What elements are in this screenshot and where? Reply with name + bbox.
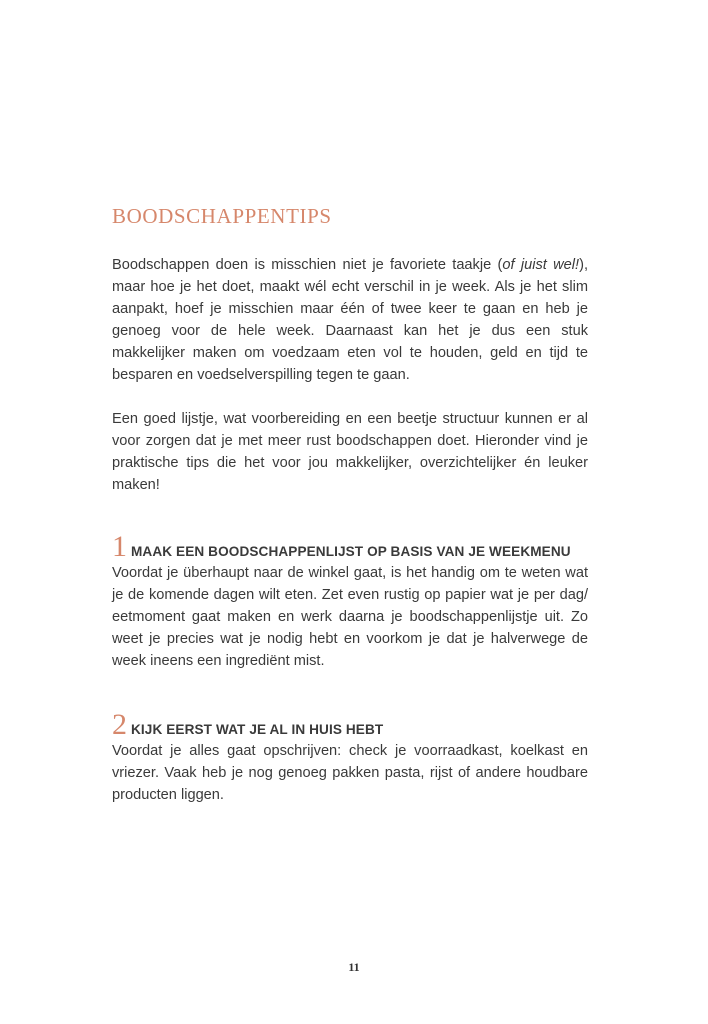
intro-paragraph-2: Een goed lijstje, wat voorbereiding en een beetje structuur kunnen er al voor zorgen dat je met meer rust boodschappen doet. Hieronder vind je praktische tips die het voor jou makkelijker, overzichtelijker én leuker maken! — [112, 411, 588, 493]
page-number: 11 — [348, 960, 360, 974]
page-content — [112, 204, 588, 806]
tip-2-title: KIJK EERST WAT JE AL IN HUIS HEBT — [131, 722, 384, 737]
tip-2-number: 2 — [112, 708, 127, 741]
tip-2-heading — [112, 708, 588, 741]
tip-1-body: Voordat je überhaupt naar de winkel gaat, is het handig om te weten wat je de komende dagen wilt eten. Zet even rustig op papier wat je per dag/ eetmoment gaat maken en werk daarna je boodschappenlijstje uit. Zo weet je precies wat je nodig hebt en voorkom je dat je halverwege de week ineens een ingrediënt mist. — [112, 565, 588, 669]
tip-1 — [112, 530, 588, 672]
tip-1-heading — [112, 530, 588, 563]
tip-2-body: Voordat je alles gaat opschrijven: check je voorraadkast, koelkast en vriezer. Vaak heb je nog genoeg pakken pasta, rijst of andere houdbare producten liggen. — [112, 743, 588, 803]
tip-1-title: MAAK EEN BOODSCHAPPENLIJST OP BASIS VAN JE WEEKMENU — [131, 544, 571, 559]
tip-2 — [112, 708, 588, 806]
intro-text-italic: of juist wel! — [502, 257, 580, 273]
page-title: BOODSCHAPPENTIPS — [112, 204, 332, 228]
intro-paragraph-1 — [112, 254, 588, 386]
tip-1-number: 1 — [112, 530, 127, 563]
intro-text-start: Boodschappen doen is misschien niet je favoriete taakje ( — [112, 257, 503, 273]
intro-text-end: ), maar hoe je het doet, maakt wél echt verschil in je week. Als je het slim aanpakt, hoef je misschien maar één of twee keer te gaan en heb je genoeg voor de hele week. Daarnaast kan het je dus een stuk makkelijker maken om voedzaam eten vol te houden, geld en tijd te besparen en voedselverspilling tegen te gaan. — [112, 257, 588, 383]
